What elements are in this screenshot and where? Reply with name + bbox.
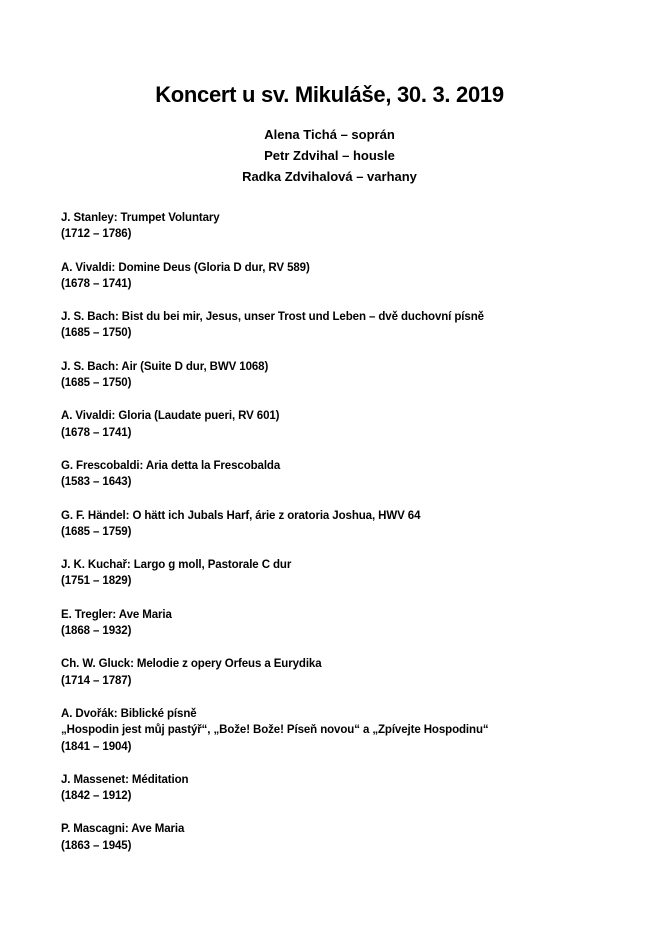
program-item-dates: (1751 – 1829) xyxy=(61,575,132,588)
program-item-dates: (1863 – 1945) xyxy=(61,839,132,852)
program-item xyxy=(61,309,641,342)
performer-organ: Radka Zdvihalová – varhany xyxy=(242,169,417,184)
program-item xyxy=(61,359,641,392)
program-item-dates: (1714 – 1787) xyxy=(61,674,132,687)
program-item-title: J. K. Kuchař: Largo g moll, Pastorale C dur xyxy=(61,559,292,572)
program-item xyxy=(61,557,641,590)
program-item-dates: (1685 – 1759) xyxy=(61,525,132,538)
program-item-title: G. F. Händel: O hätt ich Jubals Harf, árie z oratoria Joshua, HWV 64 xyxy=(61,509,421,522)
program-item xyxy=(61,656,641,689)
program-item-subtitle: „Hospodin jest můj pastýř“, „Bože! Bože! Píseň novou“ a „Zpívejte Hospodinu“ xyxy=(61,724,489,737)
program-item-dates: (1678 – 1741) xyxy=(61,277,132,290)
program-item-dates: (1678 – 1741) xyxy=(61,426,132,439)
program-item-title: J. S. Bach: Air (Suite D dur, BWV 1068) xyxy=(61,360,269,373)
program-item-dates: (1685 – 1750) xyxy=(61,327,132,340)
program-item-title: G. Frescobaldi: Aria detta la Frescobalda xyxy=(61,459,281,472)
performers-list xyxy=(0,124,659,187)
program-item xyxy=(61,706,641,755)
page-title: Koncert u sv. Mikuláše, 30. 3. 2019 xyxy=(155,82,504,107)
program-item xyxy=(61,260,641,293)
program-item-title: A. Vivaldi: Gloria (Laudate pueri, RV 601) xyxy=(61,410,280,423)
program-item-title: J. S. Bach: Bist du bei mir, Jesus, unser Trost und Leben – dvě duchovní písně xyxy=(61,311,484,324)
program-item-dates: (1868 – 1932) xyxy=(61,625,132,638)
program-item xyxy=(61,408,641,441)
program-item-dates: (1712 – 1786) xyxy=(61,228,132,241)
program-item-title: J. Stanley: Trumpet Voluntary xyxy=(61,212,220,224)
program-item xyxy=(61,458,641,491)
program-item-dates: (1841 – 1904) xyxy=(61,740,132,753)
program-item xyxy=(61,772,641,805)
program-item xyxy=(61,508,641,541)
program-item xyxy=(61,210,641,243)
program-item-title: A. Vivaldi: Domine Deus (Gloria D dur, RV 589) xyxy=(61,261,310,274)
program-item xyxy=(61,821,641,854)
program-item-title: J. Massenet: Méditation xyxy=(61,773,189,786)
performer-soprano: Alena Tichá – soprán xyxy=(264,127,395,142)
program-item-dates: (1842 – 1912) xyxy=(61,790,132,803)
program-item-dates: (1583 – 1643) xyxy=(61,476,132,489)
program-item-title: A. Dvořák: Biblické písně xyxy=(61,707,197,720)
program-item-title: E. Tregler: Ave Maria xyxy=(61,608,172,621)
program-item-title: P. Mascagni: Ave Maria xyxy=(61,823,185,836)
program-item-title: Ch. W. Gluck: Melodie z opery Orfeus a Eurydika xyxy=(61,658,322,671)
program-list xyxy=(61,210,641,871)
program-item-dates: (1685 – 1750) xyxy=(61,377,132,390)
performer-violin: Petr Zdvihal – housle xyxy=(264,148,395,163)
program-item xyxy=(61,607,641,640)
